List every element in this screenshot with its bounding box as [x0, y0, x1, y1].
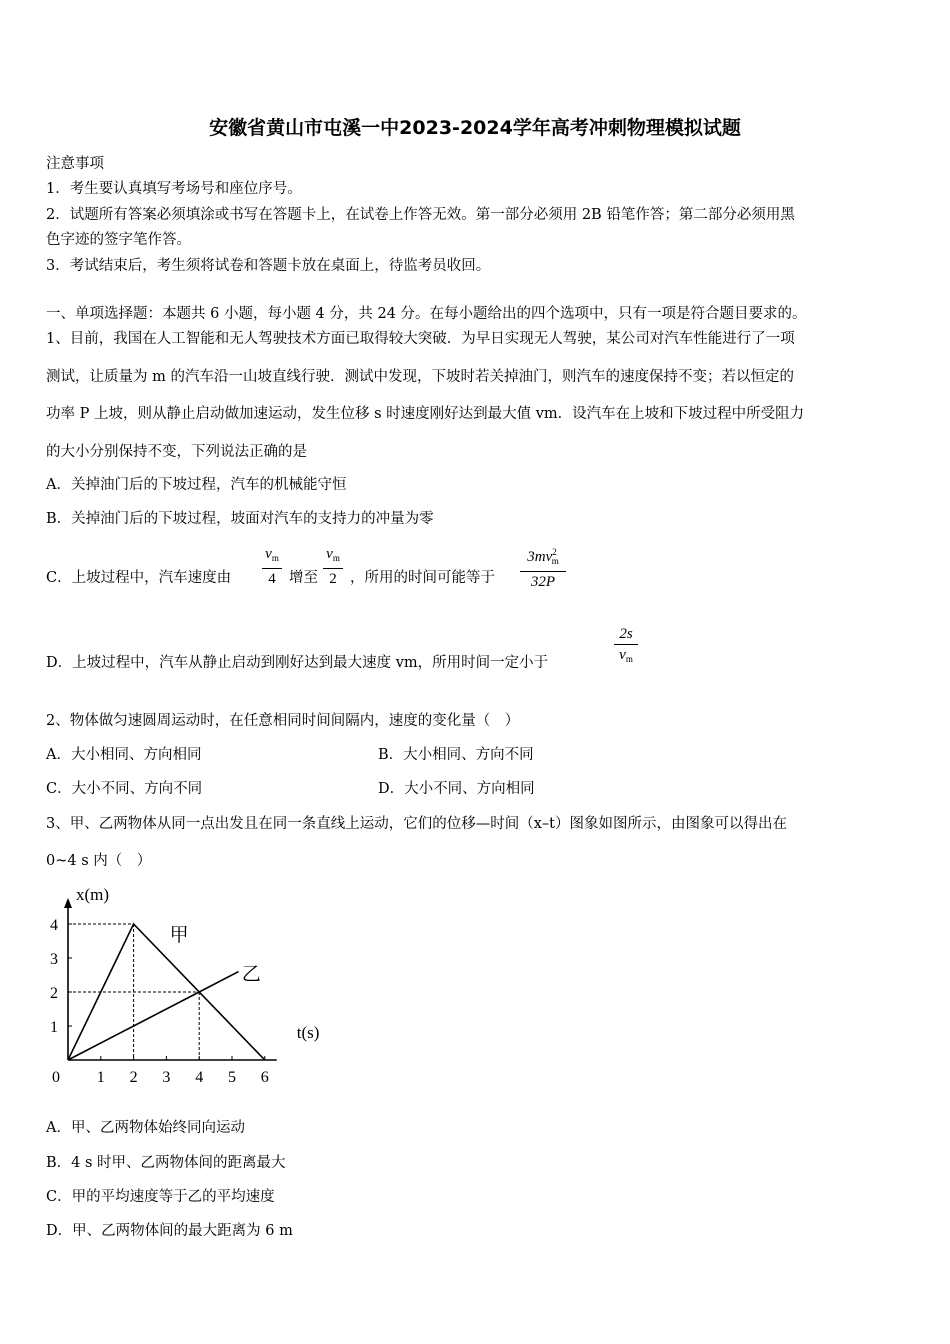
q2-option-c: C．大小不同、方向不同 [46, 781, 203, 797]
frac-sub: m [332, 553, 340, 563]
q2-option-a: A．大小相同、方向相同 [46, 747, 202, 763]
q2-option-d: D．大小不同、方向相同 [378, 781, 535, 797]
frac-den: 4 [268, 571, 276, 587]
q3-stem-line: 0~4 s 内（ ） [46, 853, 152, 869]
series-label-yi: 乙 [241, 964, 261, 986]
page-title: 安徽省黄山市屯溪一中2023-2024学年高考冲刺物理模拟试题 [209, 117, 741, 139]
frac-num: v [265, 546, 272, 562]
q1-option-b: B．关掉油门后的下坡过程，坡面对汽车的支持力的冲量为零 [46, 511, 434, 527]
frac-num: 3mv [527, 549, 553, 565]
y-axis-label: x(m) [76, 885, 110, 904]
notice-heading: 注意事项 [46, 156, 104, 172]
notice-item: 1．考生要认真填写考场号和座位序号。 [46, 181, 302, 197]
fraction-vm-over-4 [262, 545, 282, 588]
x-tick-label: 2 [129, 1069, 138, 1086]
q3-option-c: C．甲的平均速度等于乙的平均速度 [46, 1189, 275, 1205]
q2-stem: 2、物体做匀速圆周运动时，在任意相同时间间隔内，速度的变化量（ ） [46, 713, 520, 729]
x-tick-label: 3 [162, 1069, 171, 1086]
x-axis-label: t(s) [296, 1023, 320, 1042]
y-tick-label: 2 [50, 985, 58, 1002]
fraction-vm-over-2 [323, 545, 343, 588]
frac-num: v [326, 546, 333, 562]
q1-option-c-part2: 增至 [289, 570, 318, 586]
x-tick-label: 6 [260, 1069, 269, 1086]
frac-den: 2 [329, 571, 337, 587]
series-label-jia: 甲 [169, 925, 189, 946]
x-tick-label: 1 [96, 1069, 105, 1086]
q3-option-b: B．4 s 时甲、乙两物体间的距离最大 [46, 1155, 286, 1171]
x-tick-label: 5 [228, 1069, 236, 1086]
notice-item: 色字迹的签字笔作答。 [46, 232, 191, 248]
q3-option-a: A．甲、乙两物体始终同向运动 [46, 1120, 245, 1136]
q3-stem-line: 3、甲、乙两物体从同一点出发且在同一条直线上运动，它们的位移—时间（x–t）图象如图所示，由图象可以得出在 [46, 816, 787, 832]
q1-stem-line: 功率 P 上坡，则从静止启动做加速运动，发生位移 s 时速度刚好达到最大值 vm．设汽车在上坡和下坡过程中所受阻力 [46, 406, 805, 422]
q2-option-b: B．大小相同、方向不同 [378, 747, 534, 763]
series-yi-line [68, 972, 239, 1060]
frac-sub: m [271, 553, 279, 563]
y-axis-arrow [64, 898, 72, 908]
q1-option-a: A．关掉油门后的下坡过程，汽车的机械能守恒 [46, 477, 347, 493]
frac-den: v [619, 647, 626, 663]
frac-sup: 2 [552, 547, 557, 557]
notice-item: 3．考试结束后，考生须将试卷和答题卡放在桌面上，待监考员收回。 [46, 258, 491, 274]
fraction-2s-over-vm [614, 625, 638, 668]
fraction-time-expression [520, 543, 566, 591]
x-tick-label: 4 [195, 1069, 204, 1086]
frac-sub: m [625, 654, 633, 664]
frac-num: 2s [619, 626, 633, 642]
q1-option-c-part3: ，所用的时间可能等于 [350, 570, 495, 586]
y-tick-label: 3 [50, 951, 58, 968]
section-heading: 一、单项选择题：本题共 6 小题，每小题 4 分，共 24 分。在每小题给出的四个选项中，只有一项是符合题目要求的。 [46, 306, 807, 322]
q1-stem-line: 1、目前，我国在人工智能和无人驾驶技术方面已取得较大突破．为早日实现无人驾驶，某公司对汽车性能进行了一项 [46, 331, 795, 347]
q1-option-c-part1: C．上坡过程中，汽车速度由 [46, 570, 232, 586]
y-tick-label: 4 [50, 917, 58, 934]
frac-den: 32P [530, 574, 556, 590]
y-tick-label: 1 [50, 1019, 58, 1036]
q1-stem-line: 的大小分别保持不变，下列说法正确的是 [46, 444, 307, 460]
q1-stem-line: 测试，让质量为 m 的汽车沿一山坡直线行驶．测试中发现，下坡时若关掉油门，则汽车的速度保持不变；若以恒定的 [46, 369, 794, 385]
q3-option-d: D．甲、乙两物体间的最大距离为 6 m [46, 1223, 293, 1239]
origin-label: 0 [52, 1069, 60, 1086]
xt-graph [40, 878, 340, 1093]
notice-item: 2．试题所有答案必须填涂或书写在答题卡上，在试卷上作答无效。第一部分必须用 2B 铅笔作答；第二部分必须用黑 [46, 207, 795, 223]
q1-option-d: D．上坡过程中，汽车从静止启动到刚好达到最大速度 vm，所用时间一定小于 [46, 655, 549, 671]
series-jia-line [68, 924, 265, 1060]
frac-sub: m [551, 556, 559, 566]
